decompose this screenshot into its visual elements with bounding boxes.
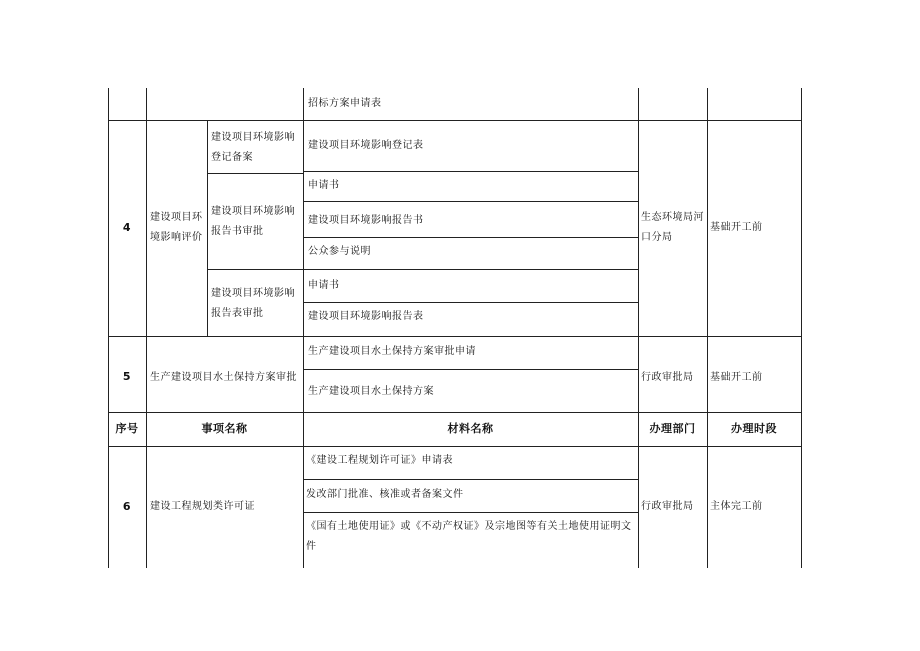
row-divider [303, 302, 639, 303]
item-name-cell: 建设工程规划类许可证 [150, 501, 255, 512]
header-material-name: 材料名称 [447, 422, 494, 435]
row-seq: 6 [122, 500, 132, 513]
table-border-left [108, 88, 109, 568]
material-cell: 生产建设项目水土保持方案 [308, 386, 434, 397]
sub-item-cell: 建设项目环境影响报告表审批 [211, 288, 295, 319]
row-divider [303, 369, 639, 370]
material-cell: 《建设工程规划许可证》申请表 [306, 455, 453, 466]
table-col-divider [207, 120, 208, 336]
department-cell: 生态环境局河口分局 [641, 212, 704, 243]
material-cell: 建设项目环境影响登记表 [308, 140, 424, 151]
row-divider [303, 201, 639, 202]
item-name-cell: 建设项目环境影响评价 [150, 212, 203, 243]
header-stage: 办理时段 [731, 422, 777, 435]
row-seq: 5 [122, 370, 132, 383]
row-divider [303, 479, 639, 480]
department-cell: 行政审批局 [641, 372, 694, 383]
material-cell: 招标方案申请表 [308, 98, 382, 109]
material-cell: 发改部门批准、核准或者备案文件 [306, 489, 464, 500]
sub-item-cell: 建设项目环境影响登记备案 [211, 132, 295, 163]
table-col-divider [638, 88, 639, 568]
header-department: 办理部门 [649, 422, 696, 435]
material-cell: 申请书 [308, 280, 340, 291]
material-cell: 生产建设项目水土保持方案审批申请 [308, 346, 476, 357]
item-name-cell: 生产建设项目水土保持方案审批 [150, 372, 297, 383]
table-col-divider [303, 88, 304, 568]
stage-cell: 主体完工前 [710, 501, 763, 512]
material-cell: 《国有土地使用证》或《不动产权证》及宗地图等有关土地使用证明文件 [306, 521, 632, 552]
row-seq: 4 [122, 221, 132, 234]
material-cell: 公众参与说明 [308, 246, 371, 257]
row-divider [303, 512, 639, 513]
row-divider [108, 336, 802, 337]
row-divider [207, 269, 639, 270]
material-cell: 建设项目环境影响报告表 [308, 311, 424, 322]
row-divider [108, 412, 802, 413]
header-seq: 序号 [115, 422, 139, 435]
department-cell: 行政审批局 [641, 501, 694, 512]
material-cell: 建设项目环境影响报告书 [308, 215, 424, 226]
stage-cell: 基础开工前 [710, 222, 763, 233]
stage-cell: 基础开工前 [710, 372, 763, 383]
table-col-divider [146, 88, 147, 568]
row-divider [303, 171, 639, 172]
row-divider [108, 120, 802, 121]
row-divider [207, 173, 303, 174]
table-border-right [801, 88, 802, 568]
row-divider [108, 446, 802, 447]
sub-item-cell: 建设项目环境影响报告书审批 [211, 206, 295, 237]
table-col-divider [707, 88, 708, 568]
material-cell: 申请书 [308, 180, 340, 191]
row-divider [303, 237, 639, 238]
header-item-name: 事项名称 [201, 422, 248, 435]
